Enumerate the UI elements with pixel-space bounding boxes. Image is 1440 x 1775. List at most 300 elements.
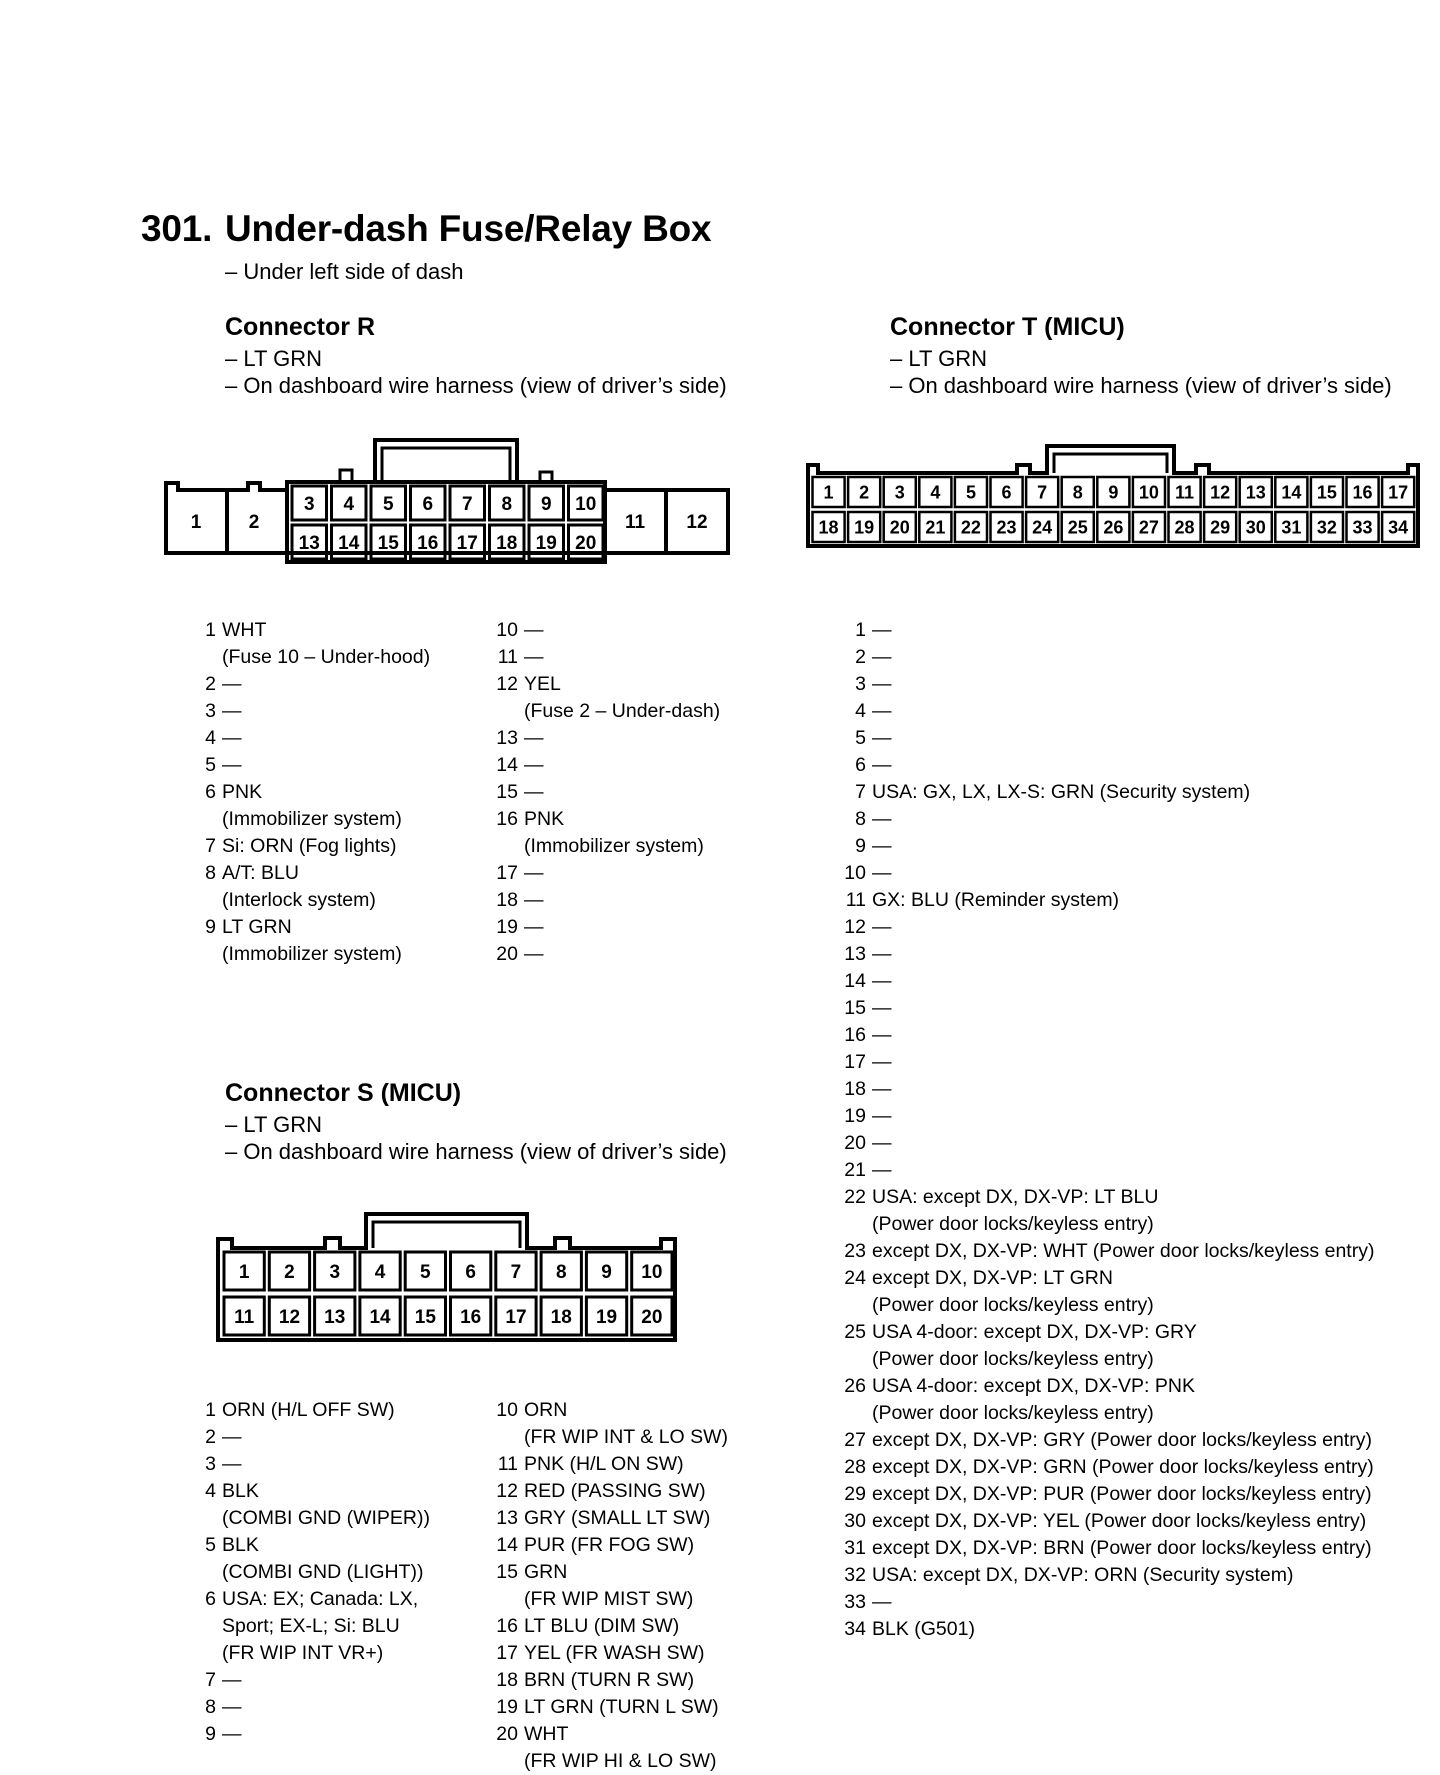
connector-pin-cell — [991, 512, 1023, 542]
pin-number: 2 — [205, 1426, 216, 1448]
connector-t-cells — [813, 477, 1415, 542]
connector-pin-label: 33 — [1352, 517, 1373, 538]
connector-pin-label: 22 — [960, 517, 981, 538]
connector-pin-cell — [315, 1297, 355, 1335]
connector-pin-cell — [848, 477, 880, 507]
connector-t-pin-7 — [836, 779, 1374, 806]
pin-number: 7 — [855, 781, 866, 803]
connector-pin-cell — [955, 477, 987, 507]
pin-number: 25 — [844, 1321, 866, 1343]
connector-pin-cell — [292, 525, 327, 559]
pin-wire: — — [524, 754, 544, 776]
connector-pin-cell — [451, 1297, 491, 1335]
connector-s-pin-8 — [200, 1694, 430, 1721]
connector-t-pin-20 — [836, 1130, 1374, 1157]
pin-number: 26 — [844, 1375, 866, 1397]
connector-t-pin-23 — [836, 1238, 1374, 1265]
pin-wire: — — [872, 646, 892, 668]
connector-pin-label: 6 — [422, 493, 434, 515]
connector-t-pin-9 — [836, 833, 1374, 860]
connector-pin-label: 15 — [377, 532, 399, 554]
connector-r-pin-11 — [488, 644, 720, 671]
pin-wire: PNK (H/L ON SW) — [524, 1453, 684, 1475]
pin-wire: USA: except DX, DX-VP: LT BLU — [872, 1186, 1159, 1208]
pin-description: Sport; EX-L; Si: BLU — [222, 1615, 400, 1637]
connector-pin-cell — [1026, 477, 1058, 507]
pin-description: (COMBI GND (LIGHT)) — [222, 1561, 424, 1583]
pin-wire: — — [222, 700, 242, 722]
pin-wire: except DX, DX-VP: GRY (Power door locks/keyless entry) — [872, 1429, 1372, 1451]
connector-pin-label: 26 — [1103, 517, 1124, 538]
pin-number: 8 — [205, 1696, 216, 1718]
pin-wire: — — [222, 1723, 242, 1745]
connector-pin-label: 4 — [930, 482, 941, 503]
connector-pin-label: 16 — [460, 1306, 482, 1328]
connector-pin-cell — [541, 1252, 581, 1290]
connector-pin-label: 2 — [248, 512, 260, 533]
connector-pin-label: 23 — [996, 517, 1017, 538]
connector-pin-cell — [1275, 512, 1307, 542]
connector-pin-cell — [1347, 512, 1379, 542]
connector-pin-cell — [360, 1252, 400, 1290]
connector-pin-cell — [1097, 512, 1129, 542]
pin-number: 1 — [205, 619, 216, 641]
pin-wire: YEL (FR WASH SW) — [524, 1642, 705, 1664]
connector-pin-cell — [813, 477, 845, 507]
connector-pin-label: 2 — [859, 482, 870, 503]
connector-pin-label: 13 — [1245, 482, 1266, 503]
pin-description: (Fuse 10 – Under-hood) — [222, 646, 431, 668]
connector-pin-label: 32 — [1316, 517, 1337, 538]
pin-wire: GX: BLU (Reminder system) — [872, 889, 1120, 911]
pin-wire: — — [872, 1591, 892, 1613]
pin-number: 18 — [496, 1669, 518, 1691]
pin-wire: — — [872, 1159, 892, 1181]
pin-description: (Power door locks/keyless entry) — [872, 1294, 1154, 1316]
connector-r-title: Connector R — [225, 313, 375, 341]
pin-wire: except DX, DX-VP: PUR (Power door locks/keyless entry) — [872, 1483, 1372, 1505]
pin-wire: BLK — [222, 1480, 259, 1502]
connector-t-header — [890, 313, 1392, 399]
connector-t-pin-32 — [836, 1562, 1374, 1589]
connector-pin-label: 18 — [818, 517, 839, 538]
connector-r-pin-6 — [200, 779, 430, 833]
pin-number: 22 — [844, 1186, 866, 1208]
connector-t-pin-13 — [836, 941, 1374, 968]
connector-pin-cell — [405, 1297, 445, 1335]
connector-pin-label: 3 — [303, 493, 315, 515]
connector-r-diagram — [166, 440, 728, 562]
connector-pin-label: 25 — [1067, 517, 1088, 538]
pin-number: 12 — [496, 673, 518, 695]
pin-wire: PUR (FR FOG SW) — [524, 1534, 695, 1556]
connector-pin-cell — [332, 525, 367, 559]
connector-pin-label: 9 — [601, 1261, 612, 1283]
connector-pin-label: 7 — [510, 1261, 522, 1283]
connector-pin-label: 4 — [343, 493, 355, 515]
connector-pin-cell — [1026, 512, 1058, 542]
pin-description: (FR WIP INT VR+) — [222, 1642, 384, 1664]
connector-pin-cell — [360, 1297, 400, 1335]
connector-pin-label: 12 — [278, 1306, 301, 1328]
pin-wire: — — [872, 862, 892, 884]
connector-r-pin-15 — [488, 779, 720, 806]
pin-number: 27 — [844, 1429, 866, 1451]
connector-pin-label: 10 — [641, 1261, 663, 1283]
connector-pin-label: 34 — [1388, 517, 1409, 538]
connector-pin-cell — [269, 1297, 309, 1335]
pin-number: 15 — [496, 781, 518, 803]
pin-wire: — — [872, 1051, 892, 1073]
pin-number: 30 — [844, 1510, 866, 1532]
pin-number: 5 — [205, 1534, 216, 1556]
connector-pin-label: 20 — [889, 517, 910, 538]
pin-number: 9 — [205, 916, 216, 938]
pin-wire: — — [872, 943, 892, 965]
pin-description: (FR WIP INT & LO SW) — [524, 1426, 729, 1448]
connector-pin-cell — [224, 1297, 264, 1335]
connector-t-pin-11 — [836, 887, 1374, 914]
pin-number: 32 — [844, 1564, 866, 1586]
pin-number: 6 — [205, 781, 216, 803]
connector-pin-cell — [529, 525, 564, 559]
connector-t-pin-19 — [836, 1103, 1374, 1130]
connector-s-pin-17 — [488, 1640, 728, 1667]
pin-number: 5 — [855, 727, 866, 749]
connector-t-color: – LT GRN — [890, 346, 987, 371]
page-title — [141, 208, 711, 250]
connector-pin-label: 6 — [465, 1261, 476, 1283]
pin-number: 9 — [855, 835, 866, 857]
connector-r-pin-8 — [200, 860, 430, 914]
connector-pin-cell — [269, 1252, 309, 1290]
pin-wire: — — [872, 1105, 892, 1127]
pin-number: 16 — [496, 1615, 518, 1637]
pin-number: 31 — [844, 1537, 866, 1559]
connector-pin-label: 31 — [1281, 517, 1302, 538]
pin-number: 3 — [205, 1453, 216, 1475]
connector-pin-label: 5 — [420, 1261, 431, 1283]
pin-wire: — — [524, 646, 544, 668]
pin-wire: A/T: BLU — [222, 862, 299, 884]
connector-t-title: Connector T (MICU) — [890, 313, 1125, 341]
pin-wire: RED (PASSING SW) — [524, 1480, 706, 1502]
pin-wire: — — [872, 808, 892, 830]
connector-t-pin-3 — [836, 671, 1374, 698]
pin-description: (Fuse 2 – Under-dash) — [524, 700, 721, 722]
pin-wire: — — [524, 943, 544, 965]
pin-wire: except DX, DX-VP: YEL (Power door locks/keyless entry) — [872, 1510, 1367, 1532]
pin-number: 17 — [496, 1642, 518, 1664]
connector-pin-cell — [1311, 477, 1343, 507]
pin-wire: USA: GX, LX, LX-S: GRN (Security system) — [872, 781, 1251, 803]
pin-wire: — — [222, 1453, 242, 1475]
connector-pin-cell — [411, 525, 446, 559]
connector-t-pin-29 — [836, 1481, 1374, 1508]
connector-pin-label: 11 — [234, 1306, 255, 1328]
connector-s-pin-6 — [200, 1586, 430, 1667]
connector-s-pin-19 — [488, 1694, 728, 1721]
connector-pin-label: 8 — [501, 493, 513, 515]
pin-number: 33 — [844, 1591, 866, 1613]
connector-r-pin-14 — [488, 752, 720, 779]
connector-s-pin-13 — [488, 1505, 728, 1532]
pin-number: 10 — [496, 1399, 518, 1421]
pin-wire: — — [872, 673, 892, 695]
connector-pin-cell — [848, 512, 880, 542]
connector-pin-label: 27 — [1138, 517, 1159, 538]
connector-pin-label: 9 — [540, 493, 552, 515]
pin-description: (Immobilizer system) — [524, 835, 704, 857]
pin-wire: LT GRN (TURN L SW) — [524, 1696, 719, 1718]
connector-s-pin-10 — [488, 1397, 728, 1451]
pin-number: 24 — [844, 1267, 866, 1289]
connector-r-pins-right — [488, 617, 720, 968]
pin-wire: — — [222, 727, 242, 749]
pin-number: 20 — [496, 943, 518, 965]
connector-r-pin-19 — [488, 914, 720, 941]
connector-s-pin-12 — [488, 1478, 728, 1505]
connector-pin-label: 17 — [1388, 482, 1409, 503]
connector-pin-cell — [632, 1297, 672, 1335]
pin-wire: USA: except DX, DX-VP: ORN (Security system) — [872, 1564, 1294, 1586]
connector-pin-cell — [1062, 477, 1094, 507]
connector-pin-cell — [1062, 512, 1094, 542]
connector-pin-label: 5 — [965, 482, 976, 503]
pin-number: 20 — [844, 1132, 866, 1154]
connector-pin-cell — [490, 486, 525, 520]
pin-wire: — — [222, 673, 242, 695]
pin-number: 9 — [205, 1723, 216, 1745]
connector-pin-cell — [586, 1252, 626, 1290]
connector-pin-label: 7 — [1037, 482, 1048, 503]
connector-pin-cell — [411, 486, 446, 520]
connector-pin-cell — [315, 1252, 355, 1290]
connector-pin-label: 3 — [894, 482, 905, 503]
pin-number: 16 — [496, 808, 518, 830]
connector-r-pin-1 — [200, 617, 430, 671]
connector-pin-cell — [1204, 512, 1236, 542]
connector-r-pin-20 — [488, 941, 720, 968]
pin-number: 7 — [205, 1669, 216, 1691]
pin-wire: BLK — [222, 1534, 259, 1556]
connector-s-pin-5 — [200, 1532, 430, 1586]
pin-number: 5 — [205, 754, 216, 776]
pin-number: 18 — [496, 889, 518, 911]
connector-pin-cell — [1169, 477, 1201, 507]
pin-number: 14 — [496, 754, 518, 776]
connector-s-color: – LT GRN — [225, 1112, 322, 1137]
pin-wire: USA 4-door: except DX, DX-VP: PNK — [872, 1375, 1195, 1397]
pin-number: 34 — [844, 1618, 866, 1640]
box-location: – Under left side of dash — [225, 259, 464, 284]
connector-pin-cell — [1382, 512, 1414, 542]
connector-t-pin-27 — [836, 1427, 1374, 1454]
connector-t-pin-18 — [836, 1076, 1374, 1103]
connector-t-pins — [836, 617, 1374, 1643]
pin-wire: — — [524, 916, 544, 938]
connector-pin-cell — [632, 1252, 672, 1290]
connector-t-pin-31 — [836, 1535, 1374, 1562]
pin-wire: — — [872, 916, 892, 938]
connector-pin-cell — [332, 486, 367, 520]
connector-r-pin-17 — [488, 860, 720, 887]
connector-pin-label: 12 — [686, 512, 708, 533]
connector-s-pin-7 — [200, 1667, 430, 1694]
pin-wire: LT GRN — [222, 916, 292, 938]
connector-s-diagram — [218, 1214, 675, 1340]
pin-wire: — — [524, 862, 544, 884]
connector-pin-cell — [292, 486, 327, 520]
connector-s-pin-15 — [488, 1559, 728, 1613]
pin-number: 3 — [855, 673, 866, 695]
pin-number: 6 — [205, 1588, 216, 1610]
connector-s-pin-14 — [488, 1532, 728, 1559]
connector-pin-cell — [1240, 477, 1272, 507]
connector-pin-label: 5 — [382, 493, 394, 515]
connector-pin-label: 29 — [1210, 517, 1231, 538]
pin-wire: — — [872, 619, 892, 641]
pin-wire: BRN (TURN R SW) — [524, 1669, 695, 1691]
connector-s-pin-18 — [488, 1667, 728, 1694]
connector-pin-cell — [496, 1252, 536, 1290]
connector-pin-label: 14 — [369, 1306, 391, 1328]
pin-number: 4 — [205, 1480, 216, 1502]
pin-wire: ORN — [524, 1399, 568, 1421]
pin-wire: — — [872, 835, 892, 857]
pin-wire: BLK (G501) — [872, 1618, 975, 1640]
connector-pin-cell — [569, 525, 604, 559]
connector-pin-label: 16 — [417, 532, 439, 554]
connector-r-pin-18 — [488, 887, 720, 914]
connector-pin-cell — [541, 1297, 581, 1335]
pin-number: 11 — [845, 889, 866, 911]
pin-wire: except DX, DX-VP: GRN (Power door locks/keyless entry) — [872, 1456, 1374, 1478]
connector-pin-cell — [884, 477, 916, 507]
pin-wire: — — [222, 1696, 242, 1718]
pin-wire: Si: ORN (Fog lights) — [222, 835, 397, 857]
pin-number: 16 — [844, 1024, 866, 1046]
connector-t-pin-4 — [836, 698, 1374, 725]
connector-pin-label: 18 — [496, 532, 518, 554]
pin-number: 10 — [496, 619, 518, 641]
pin-description: (Power door locks/keyless entry) — [872, 1213, 1154, 1235]
connector-pin-cell — [569, 486, 604, 520]
connector-s-pin-11 — [488, 1451, 728, 1478]
pin-description: (FR WIP MIST SW) — [524, 1588, 694, 1610]
pin-description: (Power door locks/keyless entry) — [872, 1348, 1154, 1370]
connector-pin-label: 11 — [624, 512, 646, 533]
pin-wire: WHT — [222, 619, 267, 641]
pin-number: 4 — [855, 700, 866, 722]
connector-pin-cell — [450, 486, 485, 520]
connector-pin-cell — [496, 1297, 536, 1335]
connector-t-pin-25 — [836, 1319, 1374, 1373]
connector-pin-label: 12 — [1210, 482, 1231, 503]
connector-r-pin-5 — [200, 752, 430, 779]
connector-s-pin-2 — [200, 1424, 430, 1451]
pin-wire: LT BLU (DIM SW) — [524, 1615, 680, 1637]
connector-pin-cell — [1169, 512, 1201, 542]
connector-pin-cell — [1204, 477, 1236, 507]
connector-t-pin-34 — [836, 1616, 1374, 1643]
connector-t-pin-10 — [836, 860, 1374, 887]
connector-pin-label: 18 — [550, 1306, 572, 1328]
connector-t-pin-8 — [836, 806, 1374, 833]
pin-number: 14 — [844, 970, 866, 992]
connector-pin-label: 17 — [456, 532, 478, 554]
connector-pin-cell — [451, 1252, 491, 1290]
connector-pin-label: 8 — [1072, 482, 1083, 503]
connector-r-pin-10 — [488, 617, 720, 644]
connector-s-pin-9 — [200, 1721, 430, 1748]
pin-wire: — — [872, 970, 892, 992]
connector-r-pin-3 — [200, 698, 430, 725]
pin-wire: ORN (H/L OFF SW) — [222, 1399, 395, 1421]
connector-pin-label: 14 — [1281, 482, 1302, 503]
connector-pin-cell — [1097, 477, 1129, 507]
connector-pin-cell — [1133, 512, 1165, 542]
pin-wire: GRN — [524, 1561, 568, 1583]
pin-wire: GRY (SMALL LT SW) — [524, 1507, 711, 1529]
connector-r-color: – LT GRN — [225, 346, 322, 371]
connector-pin-cell — [586, 1297, 626, 1335]
pin-number: 23 — [844, 1240, 866, 1262]
pin-number: 12 — [496, 1480, 518, 1502]
connector-pin-label: 16 — [1352, 482, 1373, 503]
pin-number: 2 — [855, 646, 866, 668]
connector-pin-label: 13 — [298, 532, 320, 554]
pin-wire: except DX, DX-VP: LT GRN — [872, 1267, 1113, 1289]
pin-number: 2 — [205, 673, 216, 695]
connector-pin-label: 24 — [1032, 517, 1053, 538]
pin-number: 11 — [497, 646, 518, 668]
pin-wire: — — [872, 1078, 892, 1100]
pin-wire: except DX, DX-VP: BRN (Power door locks/keyless entry) — [872, 1537, 1372, 1559]
connector-r-pin-4 — [200, 725, 430, 752]
pin-wire: PNK — [222, 781, 263, 803]
pin-number: 28 — [844, 1456, 866, 1478]
pin-wire: — — [872, 1132, 892, 1154]
pin-wire: — — [872, 1024, 892, 1046]
connector-pin-cell — [1240, 512, 1272, 542]
pin-number: 15 — [844, 997, 866, 1019]
connector-t-pin-2 — [836, 644, 1374, 671]
pin-wire: — — [524, 727, 544, 749]
connector-pin-label: 19 — [854, 517, 875, 538]
connector-t-pin-15 — [836, 995, 1374, 1022]
connector-pin-label: 20 — [575, 532, 597, 554]
pin-number: 20 — [496, 1723, 518, 1745]
connector-r-pin-12 — [488, 671, 720, 725]
connector-pin-label: 6 — [1001, 482, 1012, 503]
pin-number: 12 — [844, 916, 866, 938]
connector-s-cells — [224, 1252, 672, 1335]
connector-pin-label: 10 — [1138, 482, 1159, 503]
pin-wire: — — [524, 889, 544, 911]
connector-pin-label: 15 — [414, 1306, 436, 1328]
connector-pin-cell — [1275, 477, 1307, 507]
connector-s-pin-1 — [200, 1397, 430, 1424]
pin-wire: — — [222, 1426, 242, 1448]
pin-wire: — — [872, 700, 892, 722]
pin-wire: USA: EX; Canada: LX, — [222, 1588, 419, 1610]
pin-number: 14 — [496, 1534, 518, 1556]
pin-number: 1 — [205, 1399, 216, 1421]
pin-number: 8 — [205, 862, 216, 884]
pin-number: 7 — [205, 835, 216, 857]
connector-s-pin-3 — [200, 1451, 430, 1478]
